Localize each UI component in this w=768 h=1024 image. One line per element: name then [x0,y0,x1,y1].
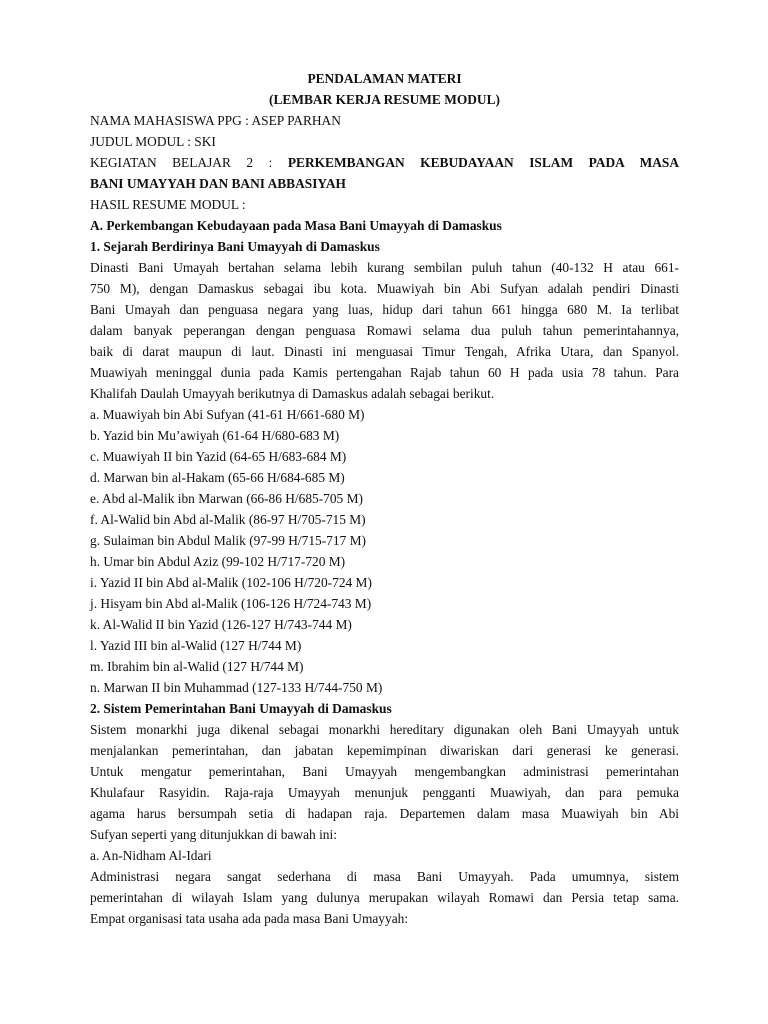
learning-activity [90,152,679,194]
learning-activity-label: KEGIATAN BELAJAR 2 : [90,155,288,170]
paragraph-line: pemerintahan di wilayah Islam yang dulunya merupakan wilayah Romawi dan Persia tetap sama. [90,890,679,905]
document-page [90,68,679,929]
resume-result-label: HASIL RESUME MODUL : [90,197,246,212]
section-2-heading: 2. Sistem Pemerintahan Bani Umayyah di Damaskus [90,701,392,716]
paragraph-line: agama harus bersumpah setia di hadapan raja. Departemen dalam masa Muawiyah bin Abi [90,806,679,821]
paragraph-line: 750 M), dengan Damaskus sebagai ibu kota. Muawiyah bin Abi Sufyan adalah pendiri Dinasti [90,281,679,296]
paragraph-line: Muawiyah meninggal dunia pada Kamis pertengahan Rajab tahun 60 H pada usia 78 tahun. Para [90,365,679,380]
list-item: k. Al-Walid II bin Yazid (126-127 H/743-744 M) [90,617,352,632]
paragraph-line: Khulafaur Rasyidin. Raja-raja Umayyah menunjuk pengganti Muawiyah, dan para pemuka [90,785,679,800]
page-subtitle: (LEMBAR KERJA RESUME MODUL) [269,92,500,107]
paragraph-line: Sufyan seperti yang ditunjukkan di bawah ini: [90,827,337,842]
student-name: NAMA MAHASISWA PPG : ASEP PARHAN [90,113,341,128]
list-item: h. Umar bin Abdul Aziz (99-102 H/717-720 M) [90,554,346,569]
list-item: c. Muawiyah II bin Yazid (64-65 H/683-684 M) [90,449,347,464]
paragraph-line: Administrasi negara sangat sederhana di masa Bani Umayyah. Pada umumnya, sistem [90,869,679,884]
paragraph-line: Dinasti Bani Umayah bertahan selama lebih kurang sembilan puluh tahun (40-132 H atau 661- [90,260,679,275]
list-item: f. Al-Walid bin Abd al-Malik (86-97 H/705-715 M) [90,512,366,527]
learning-activity-line-1 [90,152,679,173]
paragraph-line: dalam banyak peperangan dengan penguasa Romawi selama dua puluh tahun pemerintahannya, [90,323,679,338]
paragraph-line: Empat organisasi tata usaha ada pada masa Bani Umayyah: [90,911,409,926]
list-item: e. Abd al-Malik ibn Marwan (66-86 H/685-705 M) [90,491,363,506]
paragraph-line: Khalifah Daulah Umayyah berikutnya di Damaskus adalah sebagai berikut. [90,386,495,401]
list-item: b. Yazid bin Mu’awiyah (61-64 H/680-683 M) [90,428,340,443]
page-title: PENDALAMAN MATERI [307,71,462,86]
learning-activity-title-line-2: BANI UMAYYAH DAN BANI ABBASIYAH [90,176,346,191]
list-item: m. Ibrahim bin al-Walid (127 H/744 M) [90,659,304,674]
paragraph-line: Sistem monarkhi juga dikenal sebagai monarkhi hereditary digunakan oleh Bani Umayyah untuk [90,722,679,737]
learning-activity-title: PERKEMBANGAN KEBUDAYAAN ISLAM PADA MASA [287,155,679,170]
section-a-heading: A. Perkembangan Kebudayaan pada Masa Bani Umayyah di Damaskus [90,218,502,233]
paragraph-line: Bani Umayah dan penguasa negara yang luas, hidup dari tahun 661 hingga 680 M. Ia terlibat [90,302,679,317]
module-title: JUDUL MODUL : SKI [90,134,216,149]
section-2-paragraph [90,719,679,845]
list-item: a. Muawiyah bin Abi Sufyan (41-61 H/661-680 M) [90,407,365,422]
list-item: i. Yazid II bin Abd al-Malik (102-106 H/720-724 M) [90,575,372,590]
paragraph-line: Untuk mengatur pemerintahan, Bani Umayyah mengembangkan administrasi pemerintahan [90,764,679,779]
list-item: n. Marwan II bin Muhammad (127-133 H/744-750 M) [90,680,383,695]
list-item: l. Yazid III bin al-Walid (127 H/744 M) [90,638,302,653]
list-item: d. Marwan bin al-Hakam (65-66 H/684-685 M) [90,470,345,485]
subsection-a-paragraph [90,866,679,929]
subsection-a-heading: a. An-Nidham Al-Idari [90,848,212,863]
list-item: g. Sulaiman bin Abdul Malik (97-99 H/715-717 M) [90,533,366,548]
paragraph-line: baik di darat maupun di laut. Dinasti ini menguasai Timur Tengah, Afrika Utara, dan Spanyol. [90,344,679,359]
list-item: j. Hisyam bin Abd al-Malik (106-126 H/724-743 M) [90,596,372,611]
section-1-paragraph [90,257,679,404]
section-1-heading: 1. Sejarah Berdirinya Bani Umayyah di Damaskus [90,239,380,254]
paragraph-line: menjalankan pemerintahan, dan jabatan kepemimpinan diwariskan dari generasi ke generasi. [90,743,679,758]
caliph-list [90,404,679,698]
